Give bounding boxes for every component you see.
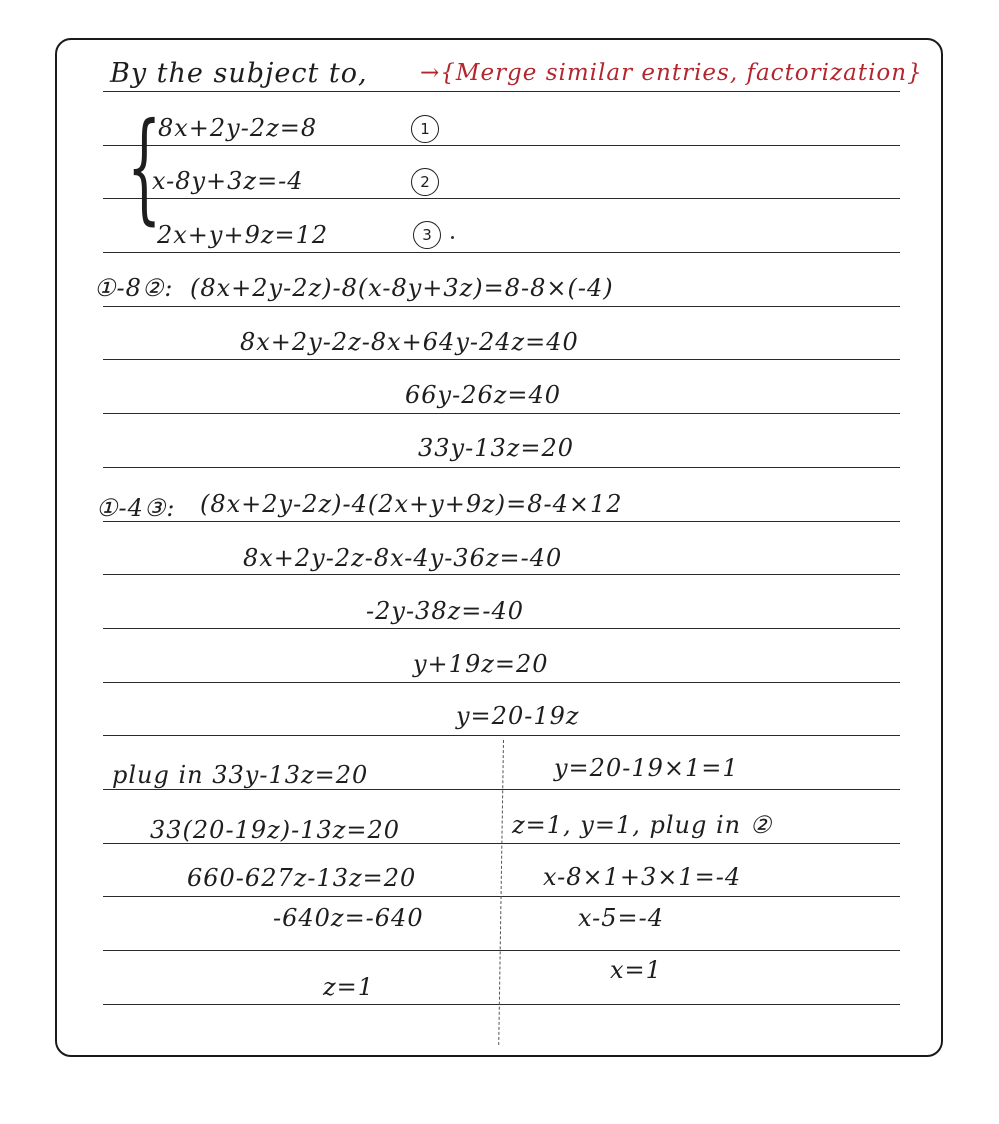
ruled-line — [103, 682, 900, 683]
step2-label: ①-4③: — [96, 494, 176, 522]
equation-2: x-8y+3z=-4 — [152, 167, 304, 195]
ruled-line — [103, 950, 900, 951]
step2-line4: y+19z=20 — [413, 650, 549, 678]
right-line5: x=1 — [610, 956, 662, 984]
intro-text: By the subject to, — [110, 58, 368, 89]
step2-line3: -2y-38z=-40 — [366, 597, 524, 625]
ruled-line — [103, 413, 900, 414]
equation-label-2: 2 — [411, 168, 439, 196]
system-brace: { — [127, 98, 162, 237]
ruled-line — [103, 1004, 900, 1005]
equation-label-3: 3 — [413, 221, 441, 249]
right-line1: y=20-19×1=1 — [554, 754, 739, 782]
equation-1: 8x+2y-2z=8 — [158, 114, 318, 142]
period-mark — [451, 236, 454, 239]
right-line2: z=1, y=1, plug in ② — [512, 811, 773, 839]
left-line4: -640z=-640 — [273, 904, 424, 932]
ruled-line — [103, 91, 900, 92]
ruled-line — [103, 145, 900, 146]
step1-line4: 33y-13z=20 — [418, 434, 575, 462]
ruled-line — [103, 198, 900, 199]
ruled-line — [103, 574, 900, 575]
left-line1: plug in 33y-13z=20 — [112, 761, 369, 789]
left-line5: z=1 — [323, 973, 375, 1001]
right-line3: x-8×1+3×1=-4 — [543, 863, 742, 891]
left-line2: 33(20-19z)-13z=20 — [150, 816, 401, 844]
step2-line5: y=20-19z — [456, 702, 580, 730]
ruled-line — [103, 521, 900, 522]
right-line4: x-5=-4 — [578, 904, 664, 932]
step1-line1: (8x+2y-2z)-8(x-8y+3z)=8-8×(-4) — [190, 274, 614, 302]
ruled-line — [103, 735, 900, 736]
ruled-line — [103, 628, 900, 629]
ruled-line — [103, 252, 900, 253]
equation-3: 2x+y+9z=12 — [157, 221, 329, 249]
ruled-line — [103, 467, 900, 468]
ruled-line — [103, 359, 900, 360]
step2-line2: 8x+2y-2z-8x-4y-36z=-40 — [243, 544, 563, 572]
step1-line2: 8x+2y-2z-8x+64y-24z=40 — [240, 328, 579, 356]
step1-label: ①-8②: — [94, 274, 174, 302]
left-line3: 660-627z-13z=20 — [187, 864, 417, 892]
equation-label-1: 1 — [411, 115, 439, 143]
ruled-line — [103, 306, 900, 307]
method-note: →{Merge similar entries, factorization} — [420, 60, 923, 86]
step2-line1: (8x+2y-2z)-4(2x+y+9z)=8-4×12 — [200, 490, 623, 518]
step1-line3: 66y-26z=40 — [405, 381, 562, 409]
